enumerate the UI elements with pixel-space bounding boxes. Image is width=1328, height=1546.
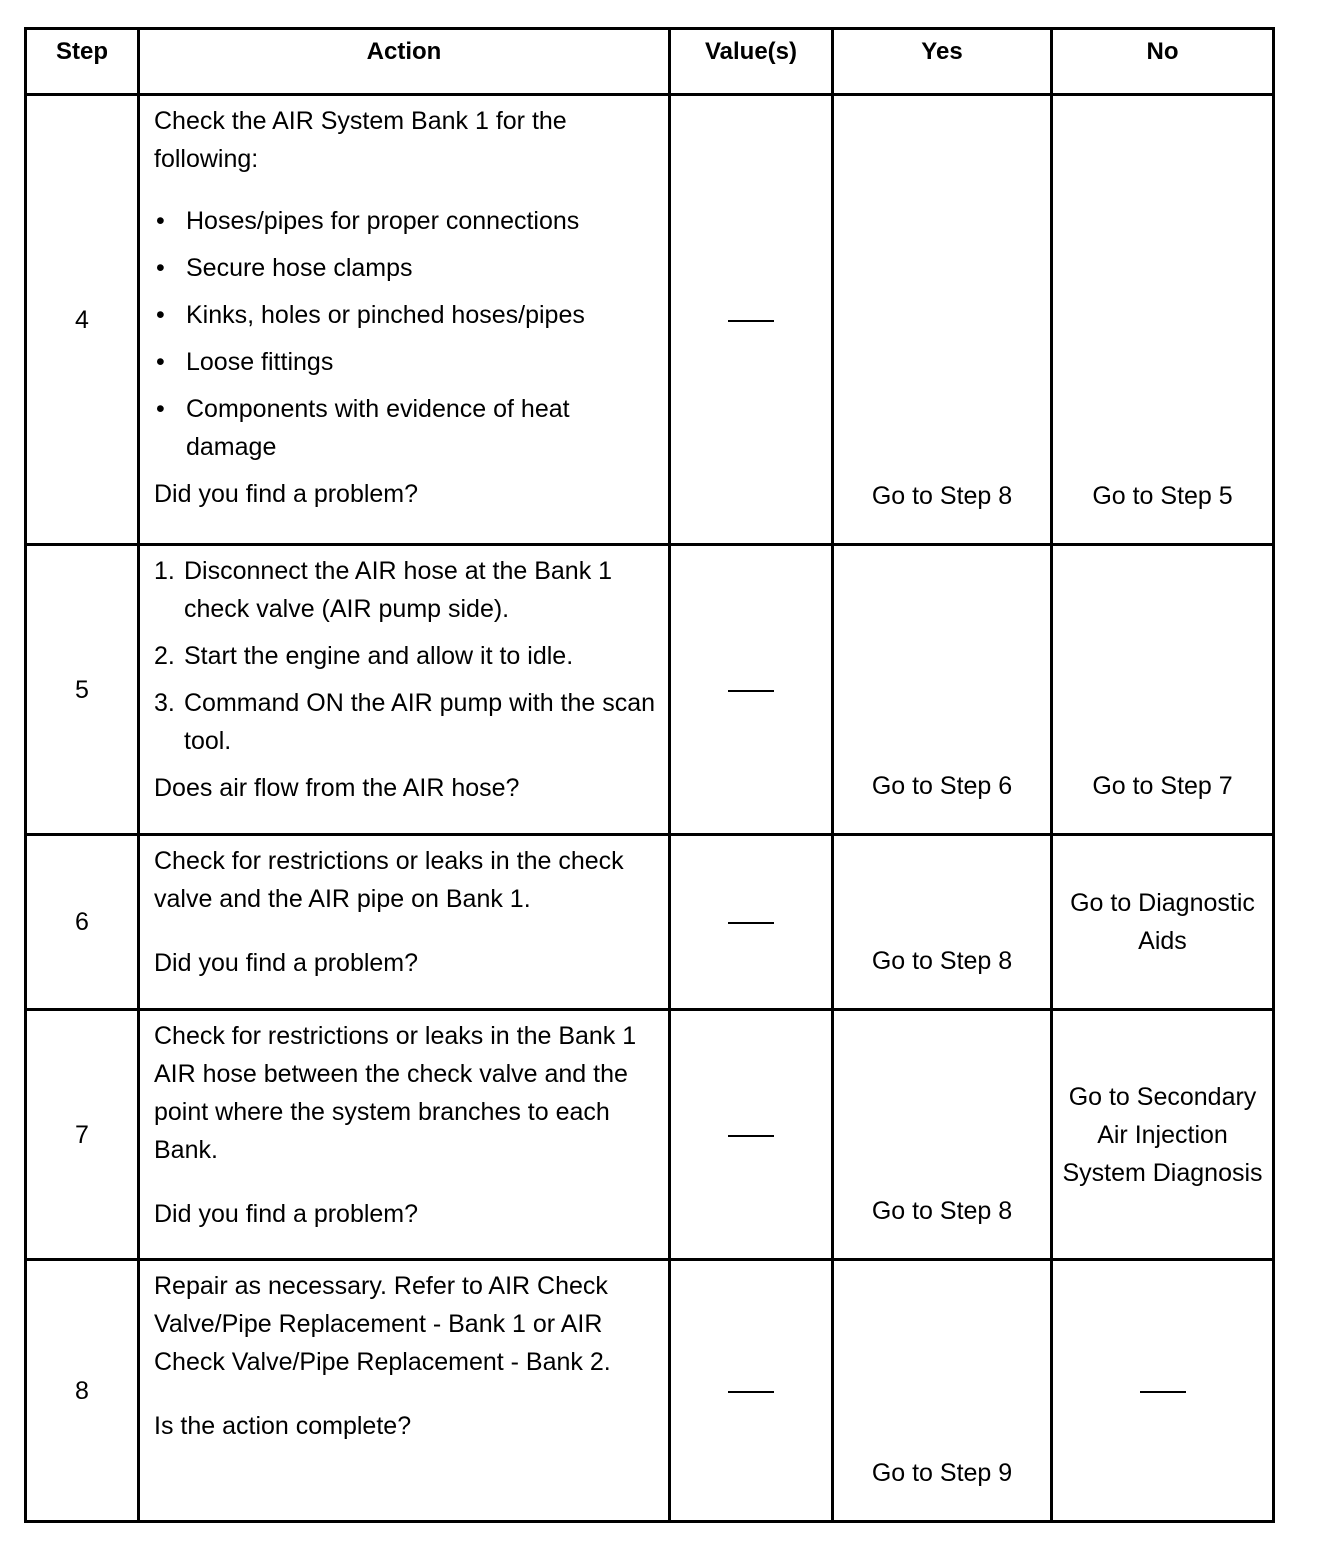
action-intro: Check for restrictions or leaks in the Bank 1 AIR hose between the check valve and the point where the system branches to each Bank. xyxy=(154,1022,637,1164)
step-number: 5 xyxy=(26,545,139,835)
action-cell xyxy=(139,835,670,1010)
item-number: 3. xyxy=(154,689,175,717)
dash-mark xyxy=(728,1391,774,1393)
action-intro: Check the AIR System Bank 1 for the following: xyxy=(154,107,567,173)
action-intro: Check for restrictions or leaks in the check valve and the AIR pipe on Bank 1. xyxy=(154,847,624,913)
dash-mark xyxy=(728,1135,774,1137)
no-cell: Go to Step 5 xyxy=(1052,95,1274,545)
item-number: 2. xyxy=(154,642,175,670)
table-row-step-6 xyxy=(26,835,1274,1010)
action-question: Did you find a problem? xyxy=(154,949,419,977)
header-yes: Yes xyxy=(833,29,1052,95)
step-number: 8 xyxy=(26,1260,139,1522)
value-cell xyxy=(670,545,833,835)
action-cell xyxy=(139,1010,670,1260)
list-item: • Secure hose clamps xyxy=(154,249,658,287)
no-cell xyxy=(1052,1260,1274,1522)
header-no: No xyxy=(1052,29,1274,95)
action-cell xyxy=(139,1260,670,1522)
list-item xyxy=(154,684,658,760)
action-cell xyxy=(139,95,670,545)
header-row xyxy=(26,29,1274,95)
value-cell xyxy=(670,835,833,1010)
value-cell xyxy=(670,1260,833,1522)
table-row-step-8 xyxy=(26,1260,1274,1522)
action-question: Did you find a problem? xyxy=(154,480,419,508)
action-question: Is the action complete? xyxy=(154,1412,412,1440)
yes-cell: Go to Step 8 xyxy=(833,835,1052,1010)
list-item xyxy=(154,637,658,675)
no-cell: Go to Diagnostic Aids xyxy=(1052,835,1274,1010)
procedure-list xyxy=(154,552,658,760)
value-cell xyxy=(670,1010,833,1260)
table-row-step-7 xyxy=(26,1010,1274,1260)
step-number: 6 xyxy=(26,835,139,1010)
step-number: 4 xyxy=(26,95,139,545)
header-action: Action xyxy=(139,29,670,95)
item-text: Disconnect the AIR hose at the Bank 1 check valve (AIR pump side). xyxy=(184,557,613,623)
value-cell xyxy=(670,95,833,545)
dash-mark xyxy=(728,690,774,692)
table-row-step-5 xyxy=(26,545,1274,835)
diagnostic-table xyxy=(24,27,1275,1523)
action-question: Did you find a problem? xyxy=(154,1200,419,1228)
step-number: 7 xyxy=(26,1010,139,1260)
list-item xyxy=(154,552,658,628)
list-item: • Hoses/pipes for proper connections xyxy=(154,202,658,240)
yes-cell: Go to Step 6 xyxy=(833,545,1052,835)
list-item: • Loose fittings xyxy=(154,343,658,381)
item-text: Start the engine and allow it to idle. xyxy=(184,642,574,670)
action-cell xyxy=(139,545,670,835)
item-text: Command ON the AIR pump with the scan tool. xyxy=(184,689,656,755)
header-values: Value(s) xyxy=(670,29,833,95)
dash-mark xyxy=(1140,1391,1186,1393)
yes-cell: Go to Step 9 xyxy=(833,1260,1052,1522)
list-item: • Kinks, holes or pinched hoses/pipes xyxy=(154,296,658,334)
item-number: 1. xyxy=(154,557,175,585)
yes-cell: Go to Step 8 xyxy=(833,95,1052,545)
no-cell: Go to Secondary Air Injection System Diagnosis xyxy=(1052,1010,1274,1260)
list-item: • Components with evidence of heat damage xyxy=(154,390,658,466)
yes-cell: Go to Step 8 xyxy=(833,1010,1052,1260)
header-step: Step xyxy=(26,29,139,95)
check-list xyxy=(154,202,658,466)
dash-mark xyxy=(728,320,774,322)
action-question: Does air flow from the AIR hose? xyxy=(154,774,520,802)
dash-mark xyxy=(728,922,774,924)
no-cell: Go to Step 7 xyxy=(1052,545,1274,835)
action-intro: Repair as necessary. Refer to AIR Check Valve/Pipe Replacement - Bank 1 or AIR Check Valve/Pipe Replacement - Bank 2. xyxy=(154,1272,611,1376)
table-row-step-4 xyxy=(26,95,1274,545)
